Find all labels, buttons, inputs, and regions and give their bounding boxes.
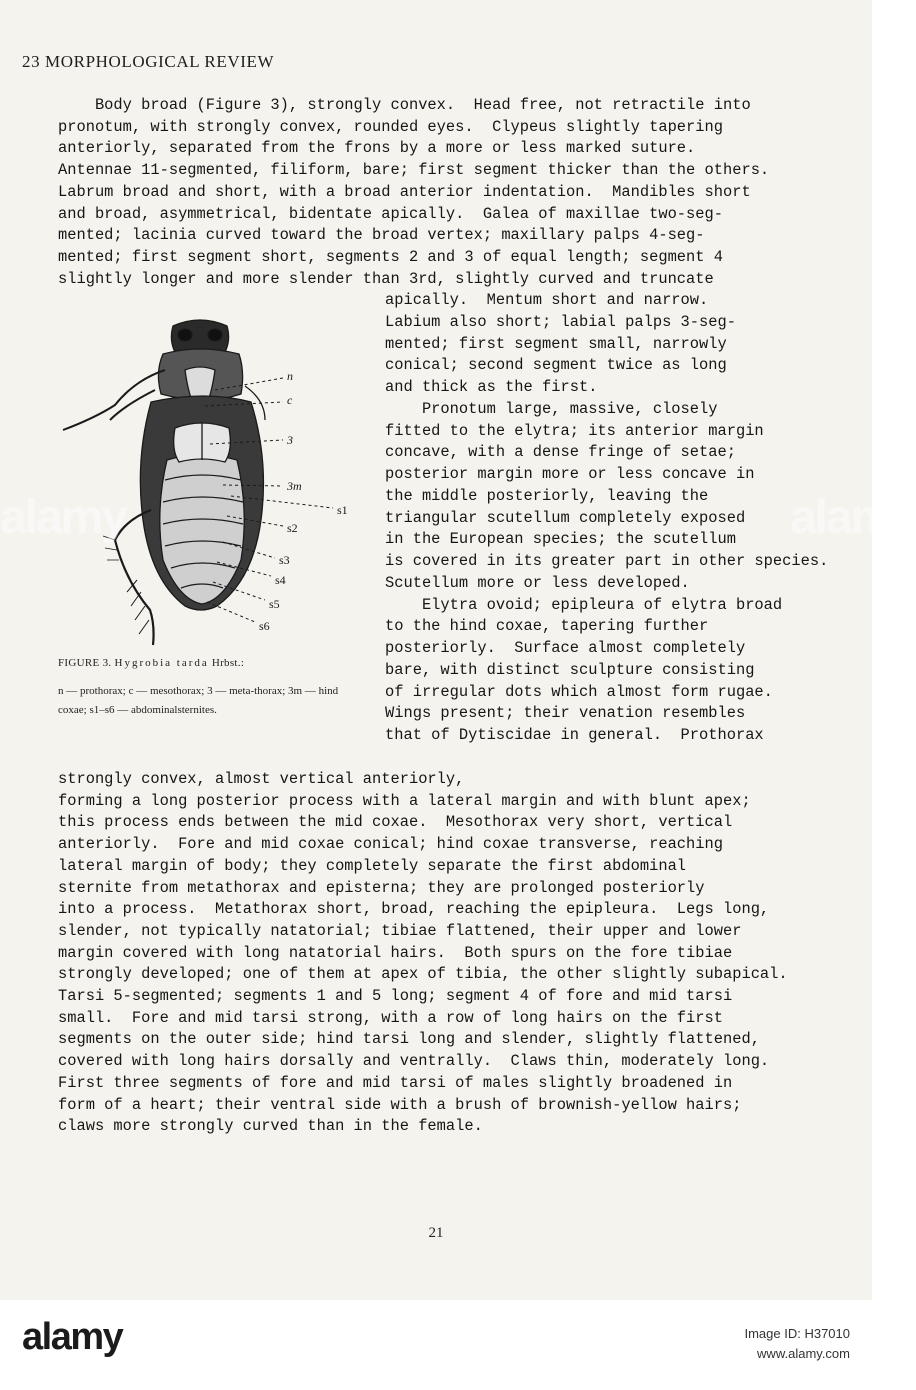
caption-author: Hrbst.: [211, 657, 245, 669]
image-id: Image ID: H37010 [744, 1326, 850, 1341]
text-line: covered with long hairs dorsally and ventrally. Claws thin, moderately long. [58, 1052, 770, 1071]
text-line: in the European species; the scutellum [385, 530, 736, 549]
label-3: 3 [287, 433, 293, 447]
text-line: the middle posteriorly, leaving the [385, 486, 709, 505]
beetle-illustration [63, 320, 265, 645]
text-line: conical; second segment twice as long [385, 356, 727, 375]
text-line: Body broad (Figure 3), strongly convex. Head free, not retractile into [58, 96, 751, 114]
text-line: apically. Mentum short and narrow. [385, 291, 709, 309]
text-line: mented; lacinia curved toward the broad vertex; maxillary palps 4-seg- [58, 226, 705, 245]
text-line: segments on the outer side; hind tarsi long and slender, slightly flattened, [58, 1030, 760, 1049]
text-line: of irregular dots which almost form rugae. [385, 682, 773, 701]
caption-line: thorax; 3m — hind coxae; s1–s6 — abdominal [58, 685, 339, 716]
text-line: Pronotum large, massive, closely [385, 399, 718, 418]
label-s4: s4 [275, 573, 286, 587]
label-n: n [287, 369, 293, 383]
text-line: fitted to the elytra; its anterior margin [385, 421, 764, 440]
alamy-logo: alamy [22, 1316, 123, 1358]
beetle-figure [55, 310, 365, 655]
label-s2: s2 [287, 521, 298, 535]
text-line: small. Fore and mid tarsi strong, with a row of long hairs on the first [58, 1008, 723, 1027]
watermark-left: alamy [0, 491, 127, 544]
text-line: strongly developed; one of them at apex of tibia, the other slightly subapical. [58, 965, 788, 984]
label-3m: 3m [287, 479, 302, 493]
text-line: margin covered with long natatorial hairs. Both spurs on the fore tibiae [58, 943, 733, 962]
text-line: lateral margin of body; they completely separate the first abdominal [58, 856, 687, 875]
text-line: slender, not typically natatorial; tibiae flattened, their upper and lower [58, 921, 742, 940]
text-line: form of a heart; their ventral side with a brush of brownish-yellow hairs; [58, 1095, 742, 1114]
running-header: 23 MORPHOLOGICAL REVIEW [22, 52, 275, 71]
figure-caption-title [58, 657, 244, 669]
text-line: this process ends between the mid coxae. Mesothorax very short, vertical [58, 813, 733, 832]
text-line: Tarsi 5-segmented; segments 1 and 5 long; segment 4 of fore and mid tarsi [58, 987, 733, 1006]
text-line: forming a long posterior process with a lateral margin and with blunt apex; [58, 791, 751, 810]
text-line: triangular scutellum completely exposed [385, 508, 746, 527]
text-line: Wings present; their venation resembles [385, 704, 746, 723]
text-line: into a process. Metathorax short, broad, reaching the epipleura. Legs long, [58, 900, 770, 919]
text-line: bare, with distinct sculpture consisting [385, 660, 755, 679]
text-line: First three segments of fore and mid tarsi of males slightly broadened in [58, 1073, 733, 1092]
text-line: anteriorly, separated from the frons by a more or less marked suture. [58, 139, 696, 158]
text-line: anteriorly. Fore and mid coxae conical; hind coxae transverse, reaching [58, 835, 723, 854]
caption-line: sternites. [177, 704, 217, 716]
image-id-block [744, 1324, 850, 1364]
text-line: strongly convex, almost vertical anteriorly, [58, 770, 465, 788]
bottom-paragraph [58, 769, 788, 1138]
text-line: slightly longer and more slender than 3rd, slightly curved and truncate [58, 269, 714, 288]
caption-line: n — prothorax; c — mesothorax; 3 — meta- [58, 685, 255, 697]
label-s5: s5 [269, 597, 280, 611]
text-line: posterior margin more or less concave in [385, 465, 755, 483]
stock-footer-bar [0, 1300, 872, 1390]
text-line: and broad, asymmetrical, bidentate apically. Galea of maxillae two-seg- [58, 204, 723, 223]
side-column-paragraph [385, 290, 828, 747]
page-number: 21 [428, 1225, 444, 1241]
text-line: Elytra ovoid; epipleura of elytra broad [385, 595, 783, 614]
text-line: Antennae 11-segmented, filiform, bare; first segment thicker than the others. [58, 161, 770, 180]
text-line: posteriorly. Surface almost completely [385, 639, 746, 657]
caption-species: Hygrobia tarda [114, 657, 209, 669]
text-line: to the hind coxae, tapering further [385, 617, 709, 636]
text-line: mented; first segment short, segments 2 and 3 of equal length; segment 4 [58, 247, 723, 266]
label-s3: s3 [279, 553, 290, 567]
figure-caption-body [58, 682, 358, 720]
text-line: is covered in its greater part in other species. [385, 552, 829, 570]
text-line: mented; first segment small, narrowly [385, 334, 727, 353]
label-s6: s6 [259, 619, 270, 633]
label-c: c [287, 393, 293, 407]
text-line: pronotum, with strongly convex, rounded eyes. Clypeus slightly tapering [58, 117, 723, 136]
text-line: Scutellum more or less developed. [385, 573, 690, 592]
text-line: sternite from metathorax and episterna; they are prolonged posteriorly [58, 878, 705, 897]
text-line: that of Dytiscidae in general. Prothorax [385, 726, 764, 744]
site-url: www.alamy.com [757, 1346, 850, 1361]
watermark-right: alamy [790, 491, 916, 544]
top-paragraph [58, 95, 769, 290]
text-line: concave, with a dense fringe of setae; [385, 443, 736, 462]
text-line: and thick as the first. [385, 378, 598, 396]
label-s1: s1 [337, 503, 348, 517]
text-line: Labium also short; labial palps 3-seg- [385, 312, 736, 331]
caption-prefix: FIGURE 3. [58, 657, 112, 669]
text-line: Labrum broad and short, with a broad anterior indentation. Mandibles short [58, 182, 751, 201]
text-line: claws more strongly curved than in the female. [58, 1117, 483, 1136]
